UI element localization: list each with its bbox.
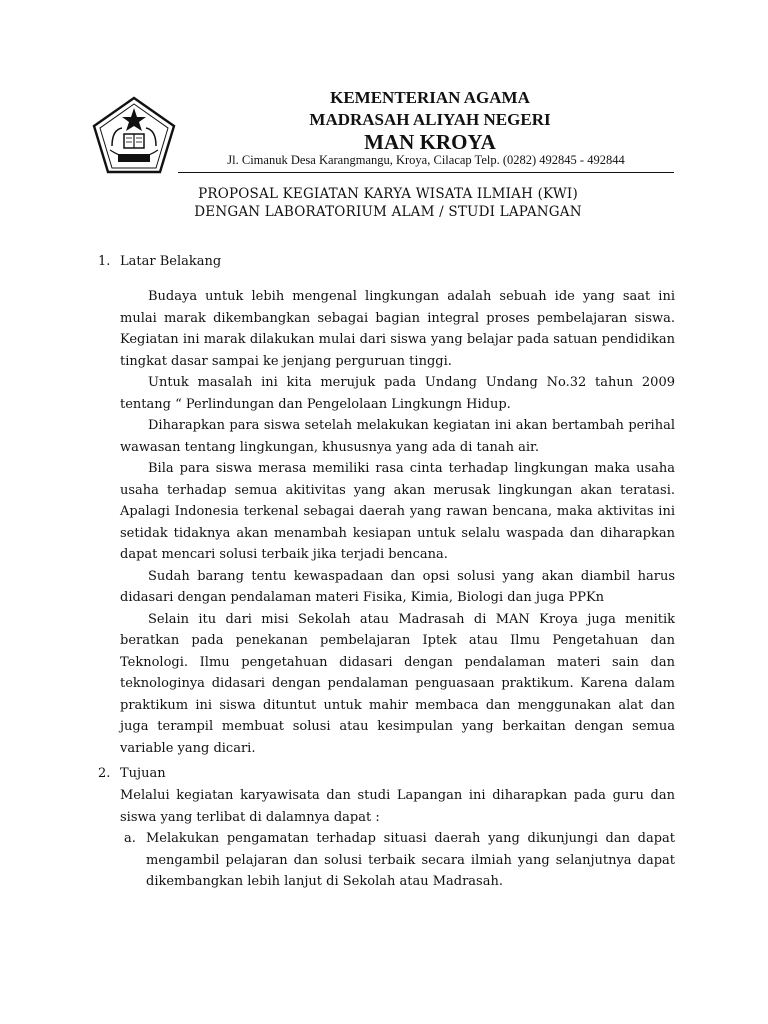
section-title: Tujuan: [120, 766, 166, 781]
section-body-latar-belakang: [120, 286, 675, 759]
letterhead-ministry: KEMENTERIAN AGAMA: [330, 88, 530, 107]
letterhead-madrasah: MADRASAH ALIYAH NEGERI: [309, 110, 551, 129]
section-number: 2.: [98, 766, 111, 781]
paragraph: Diharapkan para siswa setelah melakukan kegiatan ini akan bertambah perihal wawasan tentang lingkungan, khususnya yang ada di tanah air.: [120, 418, 675, 455]
paragraph: Untuk masalah ini kita merujuk pada Undang Undang No.32 tahun 2009 tentang “ Perlindungan dan Pengelolaan Lingkungn Hidup.: [120, 375, 675, 412]
list-item-label: a.: [124, 831, 136, 846]
document-title-line2: DENGAN LABORATORIUM ALAM / STUDI LAPANGAN: [194, 204, 582, 220]
paragraph: Melalui kegiatan karyawisata dan studi Lapangan ini diharapkan pada guru dan siswa yang terlibat di dalamnya dapat :: [120, 788, 675, 825]
section-number: 1.: [98, 254, 111, 269]
letterhead-address: Jl. Cimanuk Desa Karangmangu, Kroya, Cilacap Telp. (0282) 492845 - 492844: [227, 153, 625, 167]
section-heading-tujuan: [98, 766, 166, 781]
section-heading-latar-belakang: [98, 254, 221, 269]
letterhead-divider: [178, 172, 674, 173]
paragraph: Sudah barang tentu kewaspadaan dan opsi solusi yang akan diambil harus didasari dengan pendalaman materi Fisika, Kimia, Biologi dan juga PPKn: [120, 568, 675, 605]
list-item-text: Melakukan pengamatan terhadap situasi daerah yang dikunjungi dan dapat mengambil pelajaran dan solusi terbaik secara ilmiah yang selanjutnya dapat dikembangkan lebih lanjut di Sekolah atau Madrasah.: [146, 831, 675, 889]
letterhead-school-name: MAN KROYA: [364, 130, 496, 154]
kemenag-emblem-icon: [90, 96, 178, 176]
paragraph: Selain itu dari misi Sekolah atau Madrasah di MAN Kroya juga menitik beratkan pada penekanan pembelajaran Iptek atau Ilmu Pengetahuan dan Teknologi. Ilmu pengetahuan didasari dengan pendalaman materi sain dan teknologinya didasari dengan pendalaman penguasaan praktikum. Karena dalam praktikum ini siswa dituntut untuk mahir membaca dan menggunakan alat dan juga terampil membuat solusi atau kesimpulan yang berkaitan dengan semua variable yang dicari.: [120, 611, 675, 756]
section-body-tujuan: [120, 785, 675, 893]
list-item: [120, 828, 675, 893]
paragraph: Bila para siswa merasa memiliki rasa cinta terhadap lingkungan maka usaha usaha terhadap semua akitivitas yang akan merusak lingkungan akan teratasi. Apalagi Indonesia terkenal sebagai daerah yang rawan bencana, maka aktivitas ini setidak tidaknya akan menambah kesiapan untuk selalu waspada dan diharapkan dapat mencari solusi terbaik jika terjadi bencana.: [120, 461, 675, 562]
section-title: Latar Belakang: [120, 254, 222, 269]
paragraph: Budaya untuk lebih mengenal lingkungan adalah sebuah ide yang saat ini mulai marak dikembangkan sebagai bagian integral proses pembelajaran siswa. Kegiatan ini marak dilakukan mulai dari siswa yang belajar pada satuan pendidikan tingkat dasar sampai ke jenjang perguruan tinggi.: [120, 289, 675, 369]
document-title-line1: PROPOSAL KEGIATAN KARYA WISATA ILMIAH (KWI): [198, 186, 578, 202]
